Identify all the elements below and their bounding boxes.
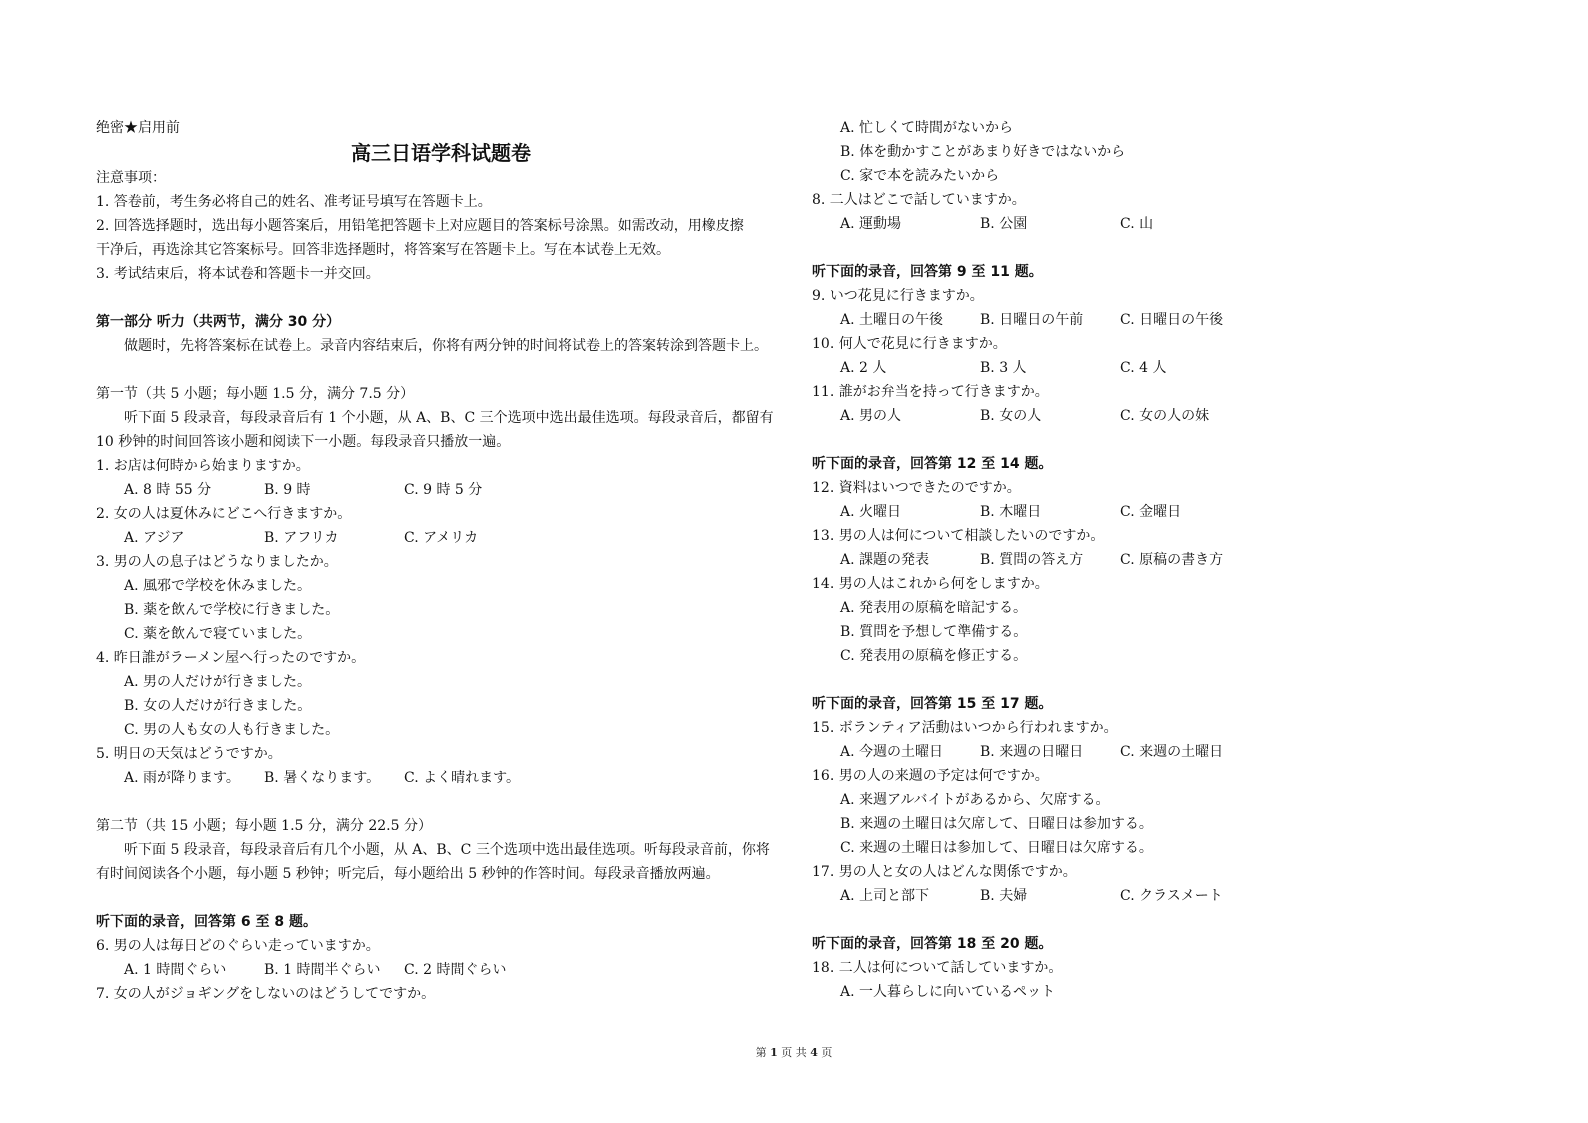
- option-c: C. アメリカ: [404, 530, 479, 546]
- question-options: [96, 478, 786, 502]
- question-stem: 9. いつ花見に行きますか。: [812, 288, 984, 304]
- option-c: C. 2 時間ぐらい: [404, 962, 507, 978]
- footer-pre: 第: [755, 1046, 767, 1059]
- option-c: C. 9 時 5 分: [404, 482, 483, 498]
- option-c: C. クラスメート: [1120, 888, 1223, 904]
- option-c: C. 来週の土曜日: [1120, 744, 1224, 760]
- option-c: C. 女の人の妹: [1120, 408, 1210, 424]
- option-a: A. 1 時間ぐらい: [124, 962, 227, 978]
- section1-intro: 听下面 5 段录音，每段录音后有 1 个小题，从 A、B、C 三个选项中选出最佳选项。每段录音后，都留有: [124, 410, 774, 426]
- question-options: [812, 356, 1512, 380]
- page-total: 4: [810, 1046, 818, 1059]
- question-options: [96, 766, 786, 790]
- option-a: A. 来週アルバイトがあるから、欠席する。: [840, 792, 1110, 808]
- page-number: 1: [770, 1046, 778, 1059]
- group-heading: 听下面的录音，回答第 15 至 17 题。: [812, 696, 1053, 712]
- option-c: C. 薬を飲んで寝ていました。: [124, 626, 312, 642]
- option-b: B. 夫婦: [980, 888, 1028, 904]
- option-b: B. 3 人: [980, 360, 1027, 376]
- option-a: A. アジア: [124, 530, 185, 546]
- question-options: [812, 884, 1512, 908]
- group-heading: 听下面的录音，回答第 18 至 20 题。: [812, 936, 1053, 952]
- question-stem: 16. 男の人の来週の予定は何ですか。: [812, 768, 1049, 784]
- option-b: B. 暑くなります。: [264, 770, 381, 786]
- question-stem: 14. 男の人はこれから何をしますか。: [812, 576, 1049, 592]
- part1-intro: 做题时，先将答案标在试卷上。录音内容结束后，你将有两分钟的时间将试卷上的答案转涂到答题卡上。: [124, 338, 768, 354]
- option-c: C. 金曜日: [1120, 504, 1182, 520]
- option-c: C. よく晴れます。: [404, 770, 520, 786]
- question-stem: 3. 男の人の息子はどうなりましたか。: [96, 554, 338, 570]
- option-b: B. 9 時: [264, 482, 311, 498]
- option-a: A. 雨が降ります。: [124, 770, 240, 786]
- option-c: C. 4 人: [1120, 360, 1167, 376]
- footer-mid: 页 共: [781, 1046, 807, 1059]
- question-stem: 15. ボランティア活動はいつから行われますか。: [812, 720, 1118, 736]
- left-column: [96, 116, 786, 1006]
- question-stem: 6. 男の人は毎日どのぐらい走っていますか。: [96, 938, 380, 954]
- option-a: A. 8 時 55 分: [124, 482, 212, 498]
- question-stem: 7. 女の人がジョギングをしないのはどうしてですか。: [96, 986, 436, 1002]
- option-a: A. 発表用の原稿を暗記する。: [840, 600, 1028, 616]
- option-b: B. 公園: [980, 216, 1028, 232]
- option-b: B. 木曜日: [980, 504, 1042, 520]
- question-stem: 17. 男の人と女の人はどんな関係ですか。: [812, 864, 1077, 880]
- question-options: [812, 308, 1512, 332]
- option-b: B. アフリカ: [264, 530, 339, 546]
- option-a: A. 火曜日: [840, 504, 902, 520]
- option-a: A. 土曜日の午後: [840, 312, 944, 328]
- question-stem: 8. 二人はどこで話していますか。: [812, 192, 1026, 208]
- option-b: B. 女の人だけが行きました。: [124, 698, 312, 714]
- option-a: A. 課題の発表: [840, 552, 930, 568]
- option-b: B. 女の人: [980, 408, 1042, 424]
- question-stem: 5. 明日の天気はどうですか。: [96, 746, 282, 762]
- page-footer: [0, 1044, 1588, 1060]
- section2-intro-cont: 有时间阅读各个小题，每小题 5 秒钟；听完后，每小题给出 5 秒钟的作答时间。每段录音播放两遍。: [96, 866, 720, 882]
- option-c: C. 発表用の原稿を修正する。: [840, 648, 1028, 664]
- option-b: B. 質問を予想して準備する。: [840, 624, 1028, 640]
- section1-intro-cont: 10 秒钟的时间回答该小题和阅读下一小题。每段录音只播放一遍。: [96, 434, 511, 450]
- section1-heading: 第一节（共 5 小题；每小题 1.5 分，满分 7.5 分）: [96, 386, 415, 402]
- option-b: B. 薬を飲んで学校に行きました。: [124, 602, 340, 618]
- question-options: [812, 212, 1512, 236]
- option-a: A. 忙しくて時間がないから: [840, 120, 1014, 136]
- question-options: [812, 500, 1512, 524]
- option-c: C. 日曜日の午後: [1120, 312, 1224, 328]
- option-c: C. 男の人も女の人も行きました。: [124, 722, 340, 738]
- option-b: B. 日曜日の午前: [980, 312, 1084, 328]
- option-c: C. 家で本を読みたいから: [840, 168, 1000, 184]
- question-stem: 4. 昨日誰がラーメン屋へ行ったのですか。: [96, 650, 366, 666]
- question-stem: 1. お店は何時から始まりますか。: [96, 458, 310, 474]
- option-b: B. 来週の日曜日: [980, 744, 1084, 760]
- notice-item: 2. 回答选择题时，选出每小题答案后，用铅笔把答题卡上对应题目的答案标号涂黑。如需改动，用橡皮擦: [96, 218, 744, 234]
- question-stem: 12. 資料はいつできたのですか。: [812, 480, 1021, 496]
- option-c: C. 原稿の書き方: [1120, 552, 1224, 568]
- question-options: [96, 958, 786, 982]
- question-stem: 13. 男の人は何について相談したいのですか。: [812, 528, 1105, 544]
- footer-post: 页: [821, 1046, 833, 1059]
- question-stem: 2. 女の人は夏休みにどこへ行きますか。: [96, 506, 352, 522]
- option-b: B. 1 時間半ぐらい: [264, 962, 381, 978]
- section2-heading: 第二节（共 15 小题；每小题 1.5 分，满分 22.5 分）: [96, 818, 432, 834]
- notice-heading: 注意事项：: [96, 170, 166, 186]
- option-a: A. 風邪で学校を休みました。: [124, 578, 312, 594]
- part1-heading: 第一部分 听力（共两节，满分 30 分）: [96, 314, 341, 330]
- question-stem: 10. 何人で花見に行きますか。: [812, 336, 1007, 352]
- confidential-label: 绝密★启用前: [96, 120, 180, 136]
- question-options: [96, 526, 786, 550]
- group-heading: 听下面的录音，回答第 6 至 8 题。: [96, 914, 317, 930]
- group-heading: 听下面的录音，回答第 12 至 14 题。: [812, 456, 1053, 472]
- notice-item: 干净后，再选涂其它答案标号。回答非选择题时，将答案写在答题卡上。写在本试卷上无效。: [96, 242, 670, 258]
- question-stem: 11. 誰がお弁当を持って行きますか。: [812, 384, 1049, 400]
- option-a: A. 上司と部下: [840, 888, 930, 904]
- question-options: [812, 548, 1512, 572]
- option-b: B. 体を動かすことがあまり好きではないから: [840, 144, 1126, 160]
- question-stem: 18. 二人は何について話していますか。: [812, 960, 1063, 976]
- section2-intro: 听下面 5 段录音，每段录音后有几个小题，从 A、B、C 三个选项中选出最佳选项。听每段录音前，你将: [124, 842, 770, 858]
- notice-item: 1. 答卷前，考生务必将自己的姓名、准考证号填写在答题卡上。: [96, 194, 492, 210]
- option-a: A. 一人暮らしに向いているペット: [840, 984, 1056, 1000]
- option-b: B. 来週の土曜日は欠席して、日曜日は参加する。: [840, 816, 1153, 832]
- option-a: A. 男の人: [840, 408, 902, 424]
- group-heading: 听下面的录音，回答第 9 至 11 题。: [812, 264, 1043, 280]
- page-title: 高三日语学科试题卷: [351, 141, 531, 165]
- option-c: C. 山: [1120, 216, 1154, 232]
- question-options: [812, 740, 1512, 764]
- option-b: B. 質問の答え方: [980, 552, 1084, 568]
- question-options: [812, 404, 1512, 428]
- option-a: A. 男の人だけが行きました。: [124, 674, 312, 690]
- notice-item: 3. 考试结束后，将本试卷和答题卡一并交回。: [96, 266, 380, 282]
- option-a: A. 運動場: [840, 216, 902, 232]
- option-a: A. 今週の土曜日: [840, 744, 944, 760]
- option-c: C. 来週の土曜日は参加して、日曜日は欠席する。: [840, 840, 1153, 856]
- option-a: A. 2 人: [840, 360, 887, 376]
- right-column: [812, 116, 1512, 1004]
